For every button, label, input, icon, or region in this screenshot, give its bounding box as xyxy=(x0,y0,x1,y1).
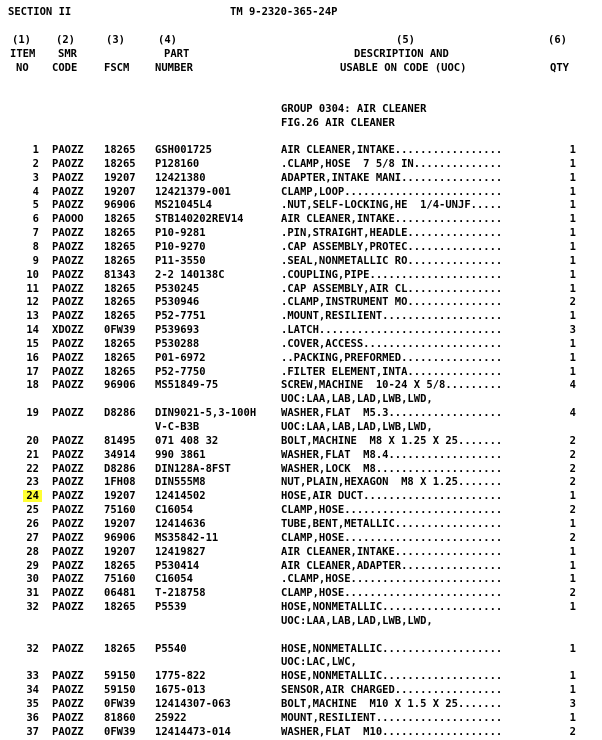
item-number: 7 xyxy=(32,227,39,240)
quantity: 2 xyxy=(569,462,576,475)
part-number: 12414473-014 xyxy=(155,725,231,738)
item-number: 28 xyxy=(26,545,39,558)
col4-number-label: NUMBER xyxy=(155,62,193,74)
fscm-code: 18265 xyxy=(104,310,136,323)
part-number: T-218758 xyxy=(155,587,206,600)
quantity: 4 xyxy=(569,407,576,420)
part-number: P5539 xyxy=(155,601,187,613)
smr-code: PAOZZ xyxy=(52,185,84,198)
item-number: 34 xyxy=(26,684,39,697)
quantity: 1 xyxy=(569,711,576,724)
smr-code: PAOZZ xyxy=(52,254,84,267)
part-number: P11-3550 xyxy=(155,254,206,267)
quantity: 1 xyxy=(569,365,576,378)
col4-part: PART xyxy=(164,48,190,60)
table-row xyxy=(0,379,602,393)
quantity: 1 xyxy=(569,559,576,572)
quantity: 1 xyxy=(569,185,576,198)
fscm-code: 18265 xyxy=(104,642,136,655)
figure-title: FIG.26 AIR CLEANER xyxy=(281,117,395,129)
table-row xyxy=(0,352,602,366)
description: UOC:LAA,LAB,LAD,LWB,LWD, xyxy=(281,393,433,406)
description: WASHER,FLAT M10................... xyxy=(281,725,503,738)
table-row xyxy=(0,504,602,518)
table-row xyxy=(0,546,602,560)
item-number: 16 xyxy=(26,351,39,364)
description: ADAPTER,INTAKE MANI................ xyxy=(281,171,503,184)
part-number: 1675-013 xyxy=(155,684,206,697)
table-row xyxy=(0,615,602,629)
quantity: 2 xyxy=(569,296,576,309)
smr-code: PAOZZ xyxy=(52,365,84,378)
col1-item: ITEM xyxy=(10,48,36,60)
smr-code: PAOZZ xyxy=(52,518,84,530)
description: BOLT,MACHINE M10 X 1.5 X 25....... xyxy=(281,698,503,710)
fscm-code: 18265 xyxy=(104,337,136,350)
fscm-code: 19207 xyxy=(104,518,136,530)
smr-code: PAOZZ xyxy=(52,240,84,253)
col5-uoc: USABLE ON CODE (UOC) xyxy=(340,62,467,74)
table-row xyxy=(0,587,602,601)
smr-code: PAOZZ xyxy=(52,545,84,558)
item-number: 33 xyxy=(26,670,39,683)
smr-code: PAOZZ xyxy=(52,684,84,697)
table-row xyxy=(0,158,602,172)
smr-code: PAOZZ xyxy=(52,490,84,503)
fscm-code: 18265 xyxy=(104,213,136,226)
tm-number: TM 9-2320-365-24P xyxy=(230,6,338,18)
part-number: 12421380 xyxy=(155,171,206,184)
quantity: 1 xyxy=(569,518,576,530)
table-row xyxy=(0,435,602,449)
smr-code: PAOZZ xyxy=(52,268,84,281)
smr-code: PAOZZ xyxy=(52,282,84,295)
col1-number: (1) xyxy=(12,34,31,46)
table-row xyxy=(0,656,602,670)
col5-description: DESCRIPTION AND xyxy=(354,48,449,60)
description: AIR CLEANER,ADAPTER................ xyxy=(281,559,503,572)
part-number: P10-9270 xyxy=(155,240,206,253)
table-row xyxy=(0,213,602,227)
quantity: 2 xyxy=(569,434,576,447)
description: WASHER,FLAT M5.3.................. xyxy=(281,407,503,420)
table-row xyxy=(0,186,602,200)
table-row xyxy=(0,227,602,241)
part-number: P10-9281 xyxy=(155,227,206,240)
smr-code: PAOZZ xyxy=(52,296,84,309)
item-number: 27 xyxy=(26,531,39,544)
quantity: 1 xyxy=(569,601,576,613)
item-number: 35 xyxy=(26,698,39,710)
table-row xyxy=(0,241,602,255)
item-number: 31 xyxy=(26,587,39,600)
col4-number: (4) xyxy=(158,34,177,46)
table-row xyxy=(0,172,602,186)
description: TUBE,BENT,METALLIC................. xyxy=(281,518,503,530)
quantity: 1 xyxy=(569,573,576,586)
table-row xyxy=(0,490,602,504)
fscm-code: 18265 xyxy=(104,365,136,378)
smr-code: PAOZZ xyxy=(52,171,84,184)
fscm-code: 81495 xyxy=(104,434,136,447)
quantity: 1 xyxy=(569,144,576,156)
part-number: 12414502 xyxy=(155,490,206,503)
item-number: 9 xyxy=(32,254,39,267)
table-row xyxy=(0,518,602,532)
item-number: 13 xyxy=(26,310,39,323)
part-number: 2-2 140138C xyxy=(155,268,225,281)
table-row xyxy=(0,296,602,310)
description: .CLAMP,HOSE 7 5/8 IN.............. xyxy=(281,157,503,170)
quantity: 1 xyxy=(569,310,576,323)
table-row xyxy=(0,698,602,712)
quantity: 2 xyxy=(569,476,576,489)
item-number: 4 xyxy=(32,185,39,198)
description: .COUPLING,PIPE..................... xyxy=(281,268,503,281)
item-number: 6 xyxy=(32,213,39,226)
fscm-code: 96906 xyxy=(104,379,136,392)
smr-code: PAOZZ xyxy=(52,379,84,392)
fscm-code: 19207 xyxy=(104,545,136,558)
description: HOSE,NONMETALLIC................... xyxy=(281,670,503,683)
description: BOLT,MACHINE M8 X 1.25 X 25....... xyxy=(281,434,503,447)
description: .PIN,STRAIGHT,HEADLE............... xyxy=(281,227,503,240)
description: .CAP ASSEMBLY,AIR CL............... xyxy=(281,282,503,295)
quantity: 2 xyxy=(569,531,576,544)
fscm-code: 59150 xyxy=(104,670,136,683)
part-number: 12421379-001 xyxy=(155,185,231,198)
part-number: 12419827 xyxy=(155,545,206,558)
smr-code: PAOZZ xyxy=(52,725,84,738)
quantity: 3 xyxy=(569,324,576,336)
description: SCREW,MACHINE 10-24 X 5/8......... xyxy=(281,379,503,392)
smr-code: PAOZZ xyxy=(52,157,84,170)
part-number: GSH001725 xyxy=(155,144,212,156)
part-number: 1775-822 xyxy=(155,670,206,683)
section-label: SECTION II xyxy=(8,6,72,18)
quantity: 1 xyxy=(569,213,576,226)
fscm-code: D8286 xyxy=(104,407,136,420)
fscm-code: 19207 xyxy=(104,185,136,198)
fscm-code: 75160 xyxy=(104,573,136,586)
table-row xyxy=(0,144,602,158)
description: HOSE,NONMETALLIC................... xyxy=(281,601,503,613)
fscm-code: 18265 xyxy=(104,254,136,267)
col5-number: (5) xyxy=(396,34,415,46)
table-row xyxy=(0,601,602,615)
fscm-code: 81343 xyxy=(104,268,136,281)
smr-code: PAOZZ xyxy=(52,448,84,461)
table-row xyxy=(0,449,602,463)
item-number: 1 xyxy=(32,144,39,156)
table-row xyxy=(0,324,602,338)
description: HOSE,NONMETALLIC................... xyxy=(281,642,503,655)
table-row xyxy=(0,283,602,297)
description: CLAMP,LOOP......................... xyxy=(281,185,503,198)
item-number: 37 xyxy=(26,725,39,738)
table-row xyxy=(0,684,602,698)
fscm-code: 59150 xyxy=(104,684,136,697)
fscm-code: 96906 xyxy=(104,199,136,212)
fscm-code: 06481 xyxy=(104,587,136,600)
smr-code: PAOZZ xyxy=(52,601,84,613)
description: MOUNT,RESILIENT.................... xyxy=(281,711,503,724)
quantity: 1 xyxy=(569,240,576,253)
description: .CAP ASSEMBLY,PROTEC............... xyxy=(281,240,503,253)
item-number: 17 xyxy=(26,365,39,378)
smr-code: PAOZZ xyxy=(52,559,84,572)
table-row xyxy=(0,338,602,352)
part-number: 990 3861 xyxy=(155,448,206,461)
part-number: MS51849-75 xyxy=(155,379,219,392)
smr-code: PAOZZ xyxy=(52,337,84,350)
smr-code: PAOZZ xyxy=(52,310,84,323)
fscm-code: 81860 xyxy=(104,711,136,724)
smr-code: XDOZZ xyxy=(52,324,84,336)
smr-code: PAOZZ xyxy=(52,434,84,447)
smr-code: PAOZZ xyxy=(52,670,84,683)
description: .NUT,SELF-LOCKING,HE 1/4-UNJF..... xyxy=(281,199,503,212)
item-number: 26 xyxy=(26,518,39,530)
part-number: P52-7750 xyxy=(155,365,206,378)
quantity: 1 xyxy=(569,642,576,655)
group-title: GROUP 0304: AIR CLEANER xyxy=(281,103,427,115)
item-number: 2 xyxy=(32,157,39,170)
col1-no: NO xyxy=(16,62,29,74)
description: ..PACKING,PREFORMED................ xyxy=(281,351,503,364)
item-number: 32 xyxy=(26,642,39,655)
smr-code: PAOZZ xyxy=(52,504,84,517)
table-row xyxy=(0,573,602,587)
part-number: P530245 xyxy=(155,282,200,295)
description: CLAMP,HOSE......................... xyxy=(281,504,503,517)
description: .CLAMP,HOSE........................ xyxy=(281,573,503,586)
part-number: MS35842-11 xyxy=(155,531,219,544)
part-number: P530288 xyxy=(155,337,200,350)
part-number: DIN555M8 xyxy=(155,476,206,489)
description: UOC:LAC,LWC, xyxy=(281,656,357,669)
description: UOC:LAA,LAB,LAD,LWB,LWD, xyxy=(281,421,433,433)
table-row xyxy=(0,463,602,477)
description: .LATCH............................. xyxy=(281,324,503,336)
item-number xyxy=(14,490,39,504)
description: UOC:LAA,LAB,LAD,LWB,LWD, xyxy=(281,614,433,627)
smr-code: PAOZZ xyxy=(52,144,84,156)
item-number: 36 xyxy=(26,711,39,724)
smr-code: PAOOO xyxy=(52,213,84,226)
table-row xyxy=(0,670,602,684)
smr-code: PAOZZ xyxy=(52,711,84,724)
part-number: P01-6972 xyxy=(155,351,206,364)
item-number: 11 xyxy=(26,282,39,295)
smr-code: PAOZZ xyxy=(52,698,84,710)
smr-code: PAOZZ xyxy=(52,642,84,655)
quantity: 1 xyxy=(569,670,576,683)
table-row xyxy=(0,393,602,407)
item-number: 18 xyxy=(26,379,39,392)
smr-code: PAOZZ xyxy=(52,573,84,586)
table-row xyxy=(0,712,602,726)
fscm-code: D8286 xyxy=(104,462,136,475)
table-row xyxy=(0,407,602,421)
smr-code: PAOZZ xyxy=(52,587,84,600)
quantity: 2 xyxy=(569,587,576,600)
quantity: 1 xyxy=(569,545,576,558)
part-number: 071 408 32 xyxy=(155,434,219,447)
col3-number: (3) xyxy=(106,34,125,46)
description: CLAMP,HOSE......................... xyxy=(281,531,503,544)
quantity: 1 xyxy=(569,254,576,267)
smr-code: PAOZZ xyxy=(52,462,84,475)
description: .CLAMP,INSTRUMENT MO............... xyxy=(281,296,503,309)
fscm-code: 18265 xyxy=(104,282,136,295)
part-number: DIN9021-5,3-100H xyxy=(155,407,257,420)
part-number: V-C-B3B xyxy=(155,421,200,433)
quantity: 1 xyxy=(569,199,576,212)
description: AIR CLEANER,INTAKE................. xyxy=(281,213,503,226)
quantity: 1 xyxy=(569,171,576,184)
description: HOSE,AIR DUCT...................... xyxy=(281,490,503,503)
part-number: P128160 xyxy=(155,157,200,170)
part-number: P539693 xyxy=(155,324,200,336)
description: WASHER,LOCK M8.................... xyxy=(281,462,503,475)
description: NUT,PLAIN,HEXAGON M8 X 1.25....... xyxy=(281,476,503,489)
fscm-code: 75160 xyxy=(104,504,136,517)
description: .FILTER ELEMENT,INTA............... xyxy=(281,365,503,378)
part-number: 25922 xyxy=(155,711,187,724)
quantity: 1 xyxy=(569,227,576,240)
table-row xyxy=(0,366,602,380)
fscm-code: 19207 xyxy=(104,171,136,184)
fscm-code: 34914 xyxy=(104,448,136,461)
smr-code: PAOZZ xyxy=(52,199,84,212)
item-number: 3 xyxy=(32,171,39,184)
col2-code: CODE xyxy=(52,62,78,74)
item-number: 8 xyxy=(32,240,39,253)
item-highlight: 24 xyxy=(23,490,42,502)
description: .SEAL,NONMETALLIC RO............... xyxy=(281,254,503,267)
table-row xyxy=(0,269,602,283)
quantity: 1 xyxy=(569,157,576,170)
part-number: P5540 xyxy=(155,642,187,655)
table-row xyxy=(0,476,602,490)
quantity: 1 xyxy=(569,282,576,295)
item-number: 12 xyxy=(26,296,39,309)
table-row xyxy=(0,643,602,657)
fscm-code: 0FW39 xyxy=(104,698,136,710)
fscm-code: 0FW39 xyxy=(104,725,136,738)
quantity: 2 xyxy=(569,448,576,461)
part-number: C16054 xyxy=(155,573,193,586)
fscm-code: 18265 xyxy=(104,157,136,170)
quantity: 2 xyxy=(569,504,576,517)
quantity: 1 xyxy=(569,268,576,281)
table-row xyxy=(0,421,602,435)
fscm-code: 18265 xyxy=(104,144,136,156)
description: .COVER,ACCESS...................... xyxy=(281,337,503,350)
quantity: 1 xyxy=(569,337,576,350)
col3-fscm: FSCM xyxy=(104,62,130,74)
fscm-code: 18265 xyxy=(104,227,136,240)
part-number: P530946 xyxy=(155,296,200,309)
part-number: 12414307-063 xyxy=(155,698,231,710)
description: .MOUNT,RESILIENT................... xyxy=(281,310,503,323)
item-number: 19 xyxy=(26,407,39,420)
part-number: C16054 xyxy=(155,504,193,517)
smr-code: PAOZZ xyxy=(52,227,84,240)
item-number: 29 xyxy=(26,559,39,572)
item-number: 21 xyxy=(26,448,39,461)
item-number: 14 xyxy=(26,324,39,336)
quantity: 1 xyxy=(569,490,576,503)
quantity: 3 xyxy=(569,698,576,710)
description: WASHER,FLAT M8.4.................. xyxy=(281,448,503,461)
table-row xyxy=(0,629,602,643)
fscm-code: 1FH08 xyxy=(104,476,136,489)
part-number: DIN128A-8FST xyxy=(155,462,231,475)
fscm-code: 18265 xyxy=(104,351,136,364)
col6-qty: QTY xyxy=(550,62,569,74)
part-number: P52-7751 xyxy=(155,310,206,323)
part-number: MS21045L4 xyxy=(155,199,212,212)
quantity: 2 xyxy=(569,725,576,738)
item-number: 10 xyxy=(26,268,39,281)
table-row xyxy=(0,532,602,546)
item-number: 20 xyxy=(26,434,39,447)
part-number: P530414 xyxy=(155,559,200,572)
item-number: 22 xyxy=(26,462,39,475)
item-number: 5 xyxy=(32,199,39,212)
item-number: 25 xyxy=(26,504,39,517)
quantity: 1 xyxy=(569,351,576,364)
description: SENSOR,AIR CHARGED................. xyxy=(281,684,503,697)
fscm-code: 18265 xyxy=(104,601,136,613)
fscm-code: 19207 xyxy=(104,490,136,503)
description: CLAMP,HOSE......................... xyxy=(281,587,503,600)
smr-code: PAOZZ xyxy=(52,407,84,420)
fscm-code: 96906 xyxy=(104,531,136,544)
col2-number: (2) xyxy=(56,34,75,46)
part-number: 12414636 xyxy=(155,518,206,530)
table-row xyxy=(0,255,602,269)
fscm-code: 18265 xyxy=(104,240,136,253)
item-number: 30 xyxy=(26,573,39,586)
description: AIR CLEANER,INTAKE................. xyxy=(281,144,503,156)
col2-smr: SMR xyxy=(58,48,77,60)
item-number: 32 xyxy=(26,601,39,613)
smr-code: PAOZZ xyxy=(52,351,84,364)
table-row xyxy=(0,726,602,740)
table-row xyxy=(0,560,602,574)
fscm-code: 18265 xyxy=(104,559,136,572)
item-number: 15 xyxy=(26,337,39,350)
table-row xyxy=(0,310,602,324)
fscm-code: 18265 xyxy=(104,296,136,309)
item-number: 23 xyxy=(26,476,39,489)
smr-code: PAOZZ xyxy=(52,531,84,544)
table-row xyxy=(0,199,602,213)
col6-number: (6) xyxy=(548,34,567,46)
smr-code: PAOZZ xyxy=(52,476,84,489)
quantity: 4 xyxy=(569,379,576,392)
fscm-code: 0FW39 xyxy=(104,324,136,336)
part-number: STB140202REV14 xyxy=(155,213,244,226)
quantity: 1 xyxy=(569,684,576,697)
description: AIR CLEANER,INTAKE................. xyxy=(281,545,503,558)
